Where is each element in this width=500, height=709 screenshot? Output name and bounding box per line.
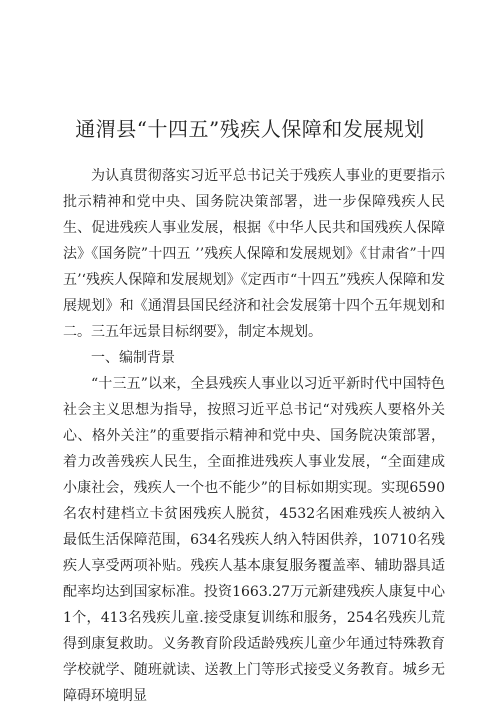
paragraph-background: “十三五”以来，全县残疾人事业以习近平新时代中国特色社会主义思想为指导，按照习近平总书记“对残疾人要格外关心、格外关注”的重要指示精神和党中央、国务院决策部署，着力改善残疾人民生，全面推进残疾人事业发展，“全面建成小康社会，残疾人一个也不能少”的目标如期实现。实现6590名农村建档立卡贫困残疾人脱贫，4532名困难残疾人被纳入最低生活保障范围，634名残疾人纳入特困供养，10710名残疾人享受两项补贴。残疾人基本康复服务覆盖率、辅助器具适配率均达到国家标准。投资1663.27万元新建残疾人康复中心1个，413名残疾儿童.接受康复训练和服务，254名残疾儿荒得到康复救助。义务教育阶段适龄残疾儿童少年通过特殊教育学校就学、随班就读、送教上门等形式接受义务教育。城乡无障碍环境明显 <box>63 376 445 704</box>
document-body <box>63 163 445 709</box>
document-title: 通渭县“十四五”残疾人保障和发展规划 <box>75 117 425 141</box>
section-heading: 一、编制背景 <box>91 350 175 366</box>
paragraph-intro: 为认真贯彻落实习近平总书记关于残疾人事业的更要指示批示精神和党中央、国务院决策部署，进一步保障残疾人民生、促进残疾人事业发展，根据《中华人民共和国残疾人保障法》《国务院”十四五 ’’残疾人保障和发展规划》《甘肃省”十四五’‘残疾人保障和发展规划》《定西市“十四五”残疾人保障和发展规划》和《通渭县国民经济和社会发展第十四个五年规划和二。三五年远景目标纲要》，制定本规划。 <box>63 168 445 340</box>
